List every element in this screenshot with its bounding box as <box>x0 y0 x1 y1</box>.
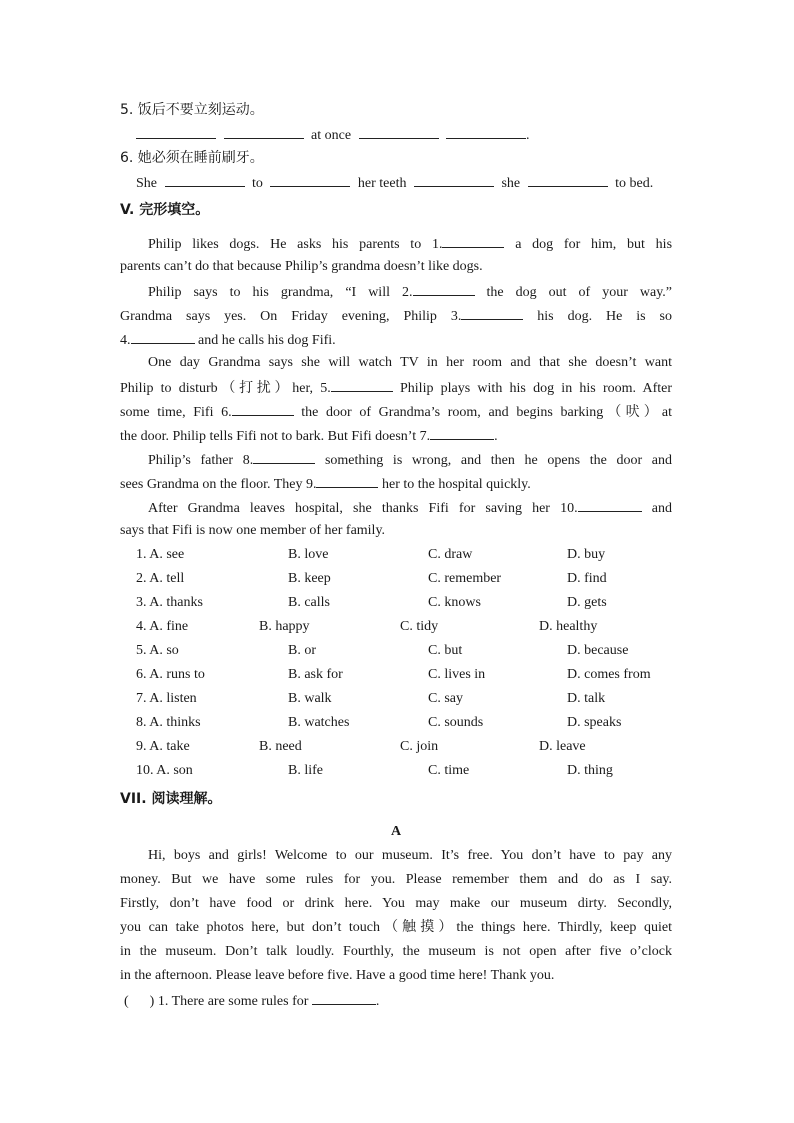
blank[interactable] <box>270 173 350 187</box>
question-6-label: 6. 她必须在睡前刷牙。 <box>120 150 264 166</box>
cloze-p2-line3: 4. and he calls his dog Fifi. <box>120 330 336 350</box>
option-q1-d[interactable]: D. buy <box>567 547 606 562</box>
option-q3-a[interactable]: 3. A. thanks <box>136 595 203 610</box>
option-q10-c[interactable]: C. time <box>428 763 470 778</box>
option-q8-c[interactable]: C. sounds <box>428 715 484 730</box>
option-q4-a[interactable]: 4. A. fine <box>136 619 189 634</box>
cloze-heading: V. 完形填空。 <box>120 202 210 218</box>
question-6-answer-line <box>136 173 653 193</box>
blank[interactable] <box>165 173 245 187</box>
option-q10-b[interactable]: B. life <box>288 763 323 778</box>
option-q7-c[interactable]: C. say <box>428 691 463 706</box>
word: She <box>136 176 157 191</box>
option-q7-b[interactable]: B. walk <box>288 691 332 706</box>
question-5-answer-line: at once . <box>136 125 530 145</box>
passage-line: in the museum. Don’t talk loudly. Fourthly, the museum is not open after five o’clock <box>120 944 672 959</box>
option-q5-d[interactable]: D. because <box>567 643 629 658</box>
option-q4-b[interactable]: B. happy <box>259 619 310 634</box>
cloze-p4-line2: sees Grandma on the floor. They 9. her to the hospital quickly. <box>120 474 531 494</box>
answer-parentheses[interactable]: ( ) <box>124 994 155 1009</box>
reading-section-label: A <box>390 824 402 839</box>
option-q9-d[interactable]: D. leave <box>539 739 586 754</box>
option-q8-d[interactable]: D. speaks <box>567 715 622 730</box>
option-q2-a[interactable]: 2. A. tell <box>136 571 185 586</box>
option-q3-c[interactable]: C. knows <box>428 595 481 610</box>
blank[interactable] <box>359 125 439 139</box>
option-q2-b[interactable]: B. keep <box>288 571 331 586</box>
option-q6-c[interactable]: C. lives in <box>428 667 486 682</box>
passage-line: Firstly, don’t have food or drink here. You may make our museum dirty. Secondly, <box>120 896 672 911</box>
option-q1-a[interactable]: 1. A. see <box>136 547 185 562</box>
blank[interactable] <box>232 402 294 416</box>
option-q9-c[interactable]: C. join <box>400 739 439 754</box>
reading-heading: VII. 阅读理解。 <box>120 791 222 807</box>
blank[interactable] <box>136 125 216 139</box>
word: her teeth <box>357 176 407 191</box>
blank[interactable] <box>528 173 608 187</box>
blank[interactable] <box>312 991 376 1005</box>
cloze-p4-line1: Philip’s father 8. something is wrong, and then he opens the door and <box>148 450 672 470</box>
option-q1-c[interactable]: C. draw <box>428 547 473 562</box>
cloze-p1-line1: Philip likes dogs. He asks his parents to 1. a dog for him, but his <box>148 234 672 254</box>
cloze-p3-line3: some time, Fifi 6. the door of Grandma’s room, and begins barking（吠）at <box>120 402 672 422</box>
option-q4-c[interactable]: C. tidy <box>400 619 439 634</box>
option-q6-a[interactable]: 6. A. runs to <box>136 667 205 682</box>
option-q10-a[interactable]: 10. A. son <box>136 763 193 778</box>
blank[interactable] <box>253 450 315 464</box>
option-q5-c[interactable]: C. but <box>428 643 463 658</box>
option-q5-b[interactable]: B. or <box>288 643 316 658</box>
blank[interactable] <box>131 330 195 344</box>
option-q3-d[interactable]: D. gets <box>567 595 607 610</box>
option-q2-c[interactable]: C. remember <box>428 571 502 586</box>
option-q8-b[interactable]: B. watches <box>288 715 350 730</box>
cloze-p5-line1: After Grandma leaves hospital, she thanks Fifi for saving her 10. and <box>148 498 672 518</box>
option-q1-b[interactable]: B. love <box>288 547 329 562</box>
blank[interactable] <box>446 125 526 139</box>
blank[interactable] <box>331 378 393 392</box>
blank[interactable] <box>430 426 494 440</box>
question-text: 1. There are some rules for <box>157 994 309 1009</box>
cloze-p1-line2: parents can’t do that because Philip’s grandma doesn’t like dogs. <box>120 259 483 274</box>
cloze-p2-line2: Grandma says yes. On Friday evening, Philip 3. his dog. He is so <box>120 306 672 326</box>
option-q7-a[interactable]: 7. A. listen <box>136 691 197 706</box>
cloze-p5-line2: says that Fifi is now one member of her family. <box>120 523 386 538</box>
cloze-p3-line1: One day Grandma says she will watch TV in her room and that she doesn’t want <box>148 355 672 370</box>
cloze-p3-line4: the door. Philip tells Fifi not to bark. But Fifi doesn’t 7. . <box>120 426 498 446</box>
option-q9-b[interactable]: B. need <box>259 739 302 754</box>
question-5-label: 5. 饭后不要立刻运动。 <box>120 102 264 118</box>
option-q5-a[interactable]: 5. A. so <box>136 643 179 658</box>
cloze-p3-line2: Philip to disturb（打扰）her, 5. Philip plays with his dog in his room. After <box>120 378 672 398</box>
option-q10-d[interactable]: D. thing <box>567 763 613 778</box>
passage-line: money. But we have some rules for you. Please remember them and do as I say. <box>120 872 672 887</box>
blank[interactable] <box>461 306 523 320</box>
reading-question-1: ( ) 1. There are some rules for . <box>124 991 379 1011</box>
option-q2-d[interactable]: D. find <box>567 571 607 586</box>
phrase-text: at once <box>311 128 352 143</box>
passage-line: you can take photos here, but don’t touch（触摸）the things here. Thirdly, keep quiet <box>120 920 672 935</box>
option-q4-d[interactable]: D. healthy <box>539 619 598 634</box>
blank[interactable] <box>442 234 504 248</box>
word: she <box>501 176 521 191</box>
blank[interactable] <box>578 498 642 512</box>
option-q7-d[interactable]: D. talk <box>567 691 606 706</box>
option-q8-a[interactable]: 8. A. thinks <box>136 715 201 730</box>
option-q3-b[interactable]: B. calls <box>288 595 330 610</box>
blank[interactable] <box>224 125 304 139</box>
passage-line: in the afternoon. Please leave before five. Have a good time here! Thank you. <box>120 968 555 983</box>
blank[interactable] <box>316 474 378 488</box>
passage-line: Hi, boys and girls! Welcome to our museum. It’s free. You don’t have to pay any <box>148 848 672 863</box>
option-q6-b[interactable]: B. ask for <box>288 667 343 682</box>
word: to <box>252 176 263 191</box>
option-q6-d[interactable]: D. comes from <box>567 667 651 682</box>
word: to bed. <box>615 176 654 191</box>
cloze-p2-line1: Philip says to his grandma, “I will 2. the dog out of your way.” <box>148 282 672 302</box>
blank[interactable] <box>414 173 494 187</box>
blank[interactable] <box>413 282 475 296</box>
option-q9-a[interactable]: 9. A. take <box>136 739 190 754</box>
